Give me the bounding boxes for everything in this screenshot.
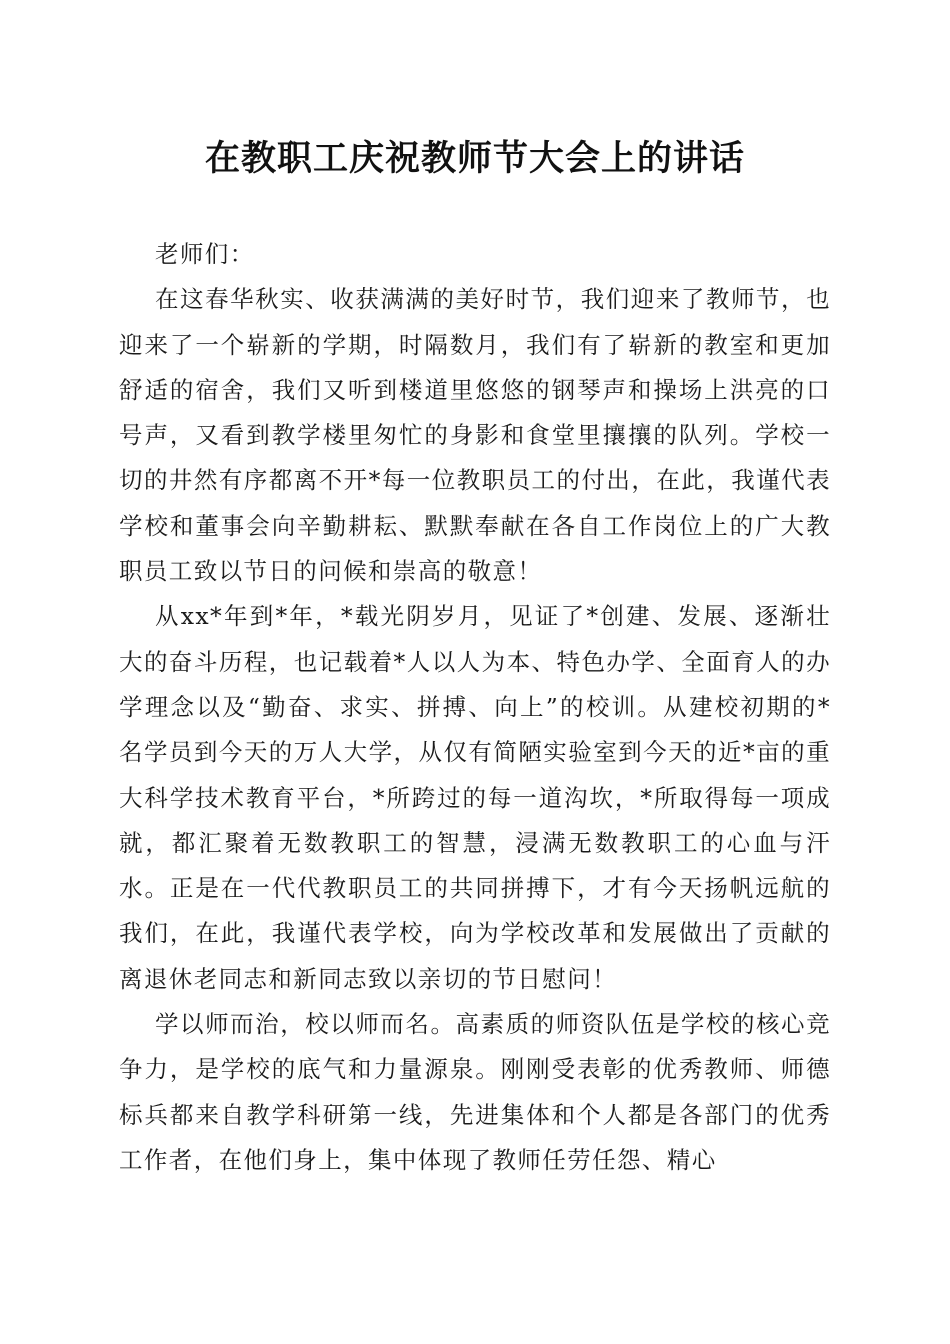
paragraph-3: 学以师而治，校以师而名。高素质的师资队伍是学校的核心竞争力，是学校的底气和力量源泉。刚刚受表彰的优秀教师、师德标兵都来自教学科研第一线，先进集体和个人都是各部门的优秀工作者，在他们身上，集中体现了教师任劳任怨、精心 <box>119 1010 831 1174</box>
paragraph-1: 在这春华秋实、收获满满的美好时节，我们迎来了教师节，也迎来了一个崭新的学期，时隔数月，我们有了崭新的教室和更加舒适的宿舍，我们又听到楼道里悠悠的钢琴声和操场上洪亮的口号声，又看到教学楼里匆忙的身影和食堂里攘攘的队列。学校一切的井然有序都离不开*每一位教职员工的付出，在此，我谨代表学校和董事会向辛勤耕耘、默默奉献在各自工作岗位上的广大教职员工致以节日的问候和崇高的敬意！ <box>119 285 831 586</box>
document-title: 在教职工庆祝教师节大会上的讲话 <box>204 138 745 179</box>
salutation: 老师们： <box>155 240 255 268</box>
document-body <box>119 232 831 1183</box>
paragraph-2: 从xx*年到*年，*载光阴岁月，见证了*创建、发展、逐渐壮大的奋斗历程，也记载着*人以人为本、特色办学、全面育人的办学理念以及“勤奋、求实、拼搏、向上”的校训。从建校初期的*名学员到今天的万人大学，从仅有简陋实验室到今天的近*亩的重大科学技术教育平台，*所跨过的每一道沟坎，*所取得每一项成就，都汇聚着无数教职工的智慧，浸满无数教职工的心血与汗水。正是在一代代教职员工的共同拼搏下，才有今天扬帆远航的我们，在此，我谨代表学校，向为学校改革和发展做出了贡献的离退休老同志和新同志致以亲切的节日慰问！ <box>119 602 831 993</box>
